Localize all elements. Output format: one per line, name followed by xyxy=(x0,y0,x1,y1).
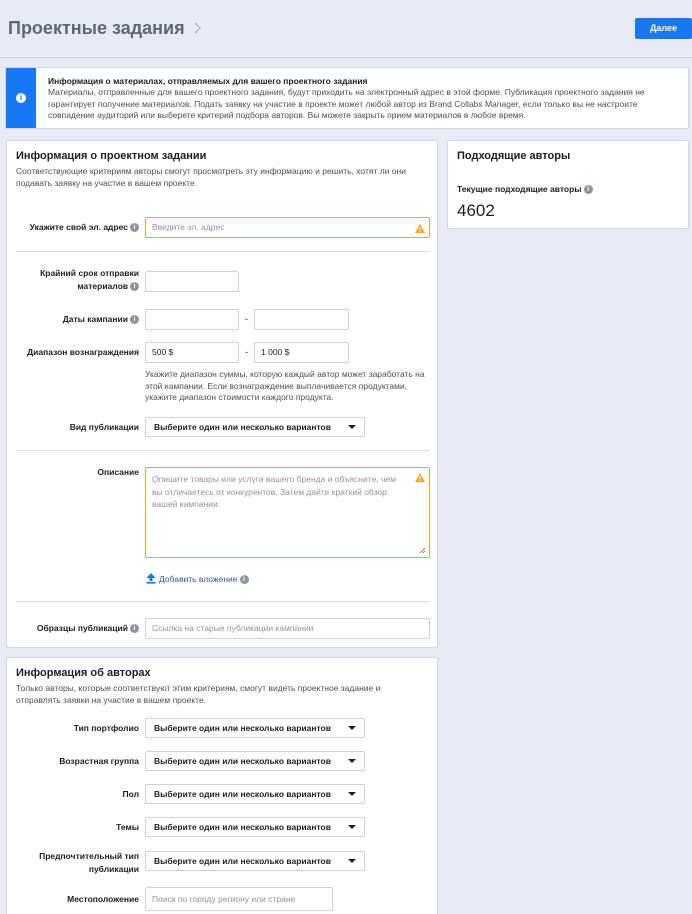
age-group-dropdown[interactable]: Выберите один или несколько вариантов xyxy=(145,751,365,771)
warning-icon xyxy=(415,224,425,233)
email-label: Укажите свой эл. адрес i xyxy=(11,221,139,234)
notice-strip xyxy=(6,68,36,128)
info-icon[interactable]: i xyxy=(240,575,249,584)
caret-down-icon xyxy=(348,825,356,829)
project-info-title: Информация о проектном задании xyxy=(16,150,207,162)
notice-text: Материалы, отправленные для вашего проектного задания, будут приходить на электронный адрес в этой форме. Публикация проектного задания не гарантирует получение материалов. Подать заявку на участие в проекте может любой автор из Brand Collabs Manager, если только вы не настроите совпадение аудиторий или выберете критерий подбора авторов. Вы можете закрыть прием материалов в любое время. xyxy=(48,87,645,120)
samples-input[interactable]: Ссылка на старые публикации кампании xyxy=(145,618,430,639)
current-matching-label: Текущие подходящие авторы i xyxy=(457,183,593,196)
deadline-label: Крайний срок отправки материалов i xyxy=(40,268,139,291)
gender-label: Пол xyxy=(122,789,139,799)
project-info-description: Соответствующие критериям авторы смогут просмотреть эту информацию и решить, хотят ли они подавать заявку на участие в вашем проекте. xyxy=(16,166,406,188)
gender-dropdown[interactable]: Выберите один или несколько вариантов xyxy=(145,784,365,804)
dates-label: Даты кампании i xyxy=(11,313,139,326)
reward-helper: Укажите диапазон суммы, которую каждый автор может заработать на этой кампании. Если вознаграждение выплачивается продуктами, укажите диапазон стоимости каждого продукта. xyxy=(145,369,425,402)
divider xyxy=(16,601,430,602)
next-button[interactable]: Далее xyxy=(635,18,692,39)
preferred-pub-type-label: Предпочтительный тип публикации xyxy=(39,851,139,874)
caret-down-icon xyxy=(348,792,356,796)
info-icon: i xyxy=(16,93,26,103)
description-label: Описание xyxy=(97,467,139,477)
deadline-input[interactable] xyxy=(145,271,239,292)
date-dash: - xyxy=(245,314,248,324)
caret-down-icon xyxy=(348,759,356,763)
info-icon[interactable]: i xyxy=(130,223,139,232)
matching-authors-title: Подходящие авторы xyxy=(457,150,571,162)
samples-label: Образцы публикаций i xyxy=(11,622,139,635)
matching-authors-card xyxy=(447,140,689,229)
notice-title: Информация о материалах, отправляемых для вашего проектного задания xyxy=(48,76,368,86)
project-info-card xyxy=(6,140,438,648)
caret-down-icon xyxy=(348,425,356,429)
upload-icon[interactable] xyxy=(146,573,156,584)
info-icon[interactable]: i xyxy=(130,624,139,633)
location-input[interactable]: Поиск по городу региону или стране xyxy=(145,887,333,911)
header xyxy=(0,0,692,58)
divider xyxy=(16,450,430,451)
page-title: Проектные задания xyxy=(8,18,185,38)
pub-type-label: Вид публикации xyxy=(69,422,139,432)
age-group-label: Возрастная группа xyxy=(59,756,139,766)
campaign-end-input[interactable] xyxy=(254,309,349,330)
location-label: Местоположение xyxy=(67,894,139,904)
email-input[interactable]: Введите эл. адрес xyxy=(145,217,430,238)
caret-down-icon xyxy=(348,859,356,863)
preferred-pub-type-dropdown[interactable]: Выберите один или несколько вариантов xyxy=(145,851,365,871)
portfolio-type-dropdown[interactable]: Выберите один или несколько вариантов xyxy=(145,718,365,738)
chevron-right-icon xyxy=(192,21,202,35)
info-icon[interactable]: i xyxy=(130,282,139,291)
pub-type-dropdown[interactable]: Выберите один или несколько вариантов xyxy=(145,417,365,437)
reward-dash: - xyxy=(245,347,248,357)
topics-label: Темы xyxy=(116,822,139,832)
add-attachment-link[interactable]: Добавить вложение i xyxy=(159,574,249,584)
warning-icon xyxy=(415,473,425,482)
authors-info-card xyxy=(6,657,438,914)
info-icon[interactable]: i xyxy=(584,185,593,194)
reward-min-input[interactable]: 500 $ xyxy=(145,342,239,363)
resize-handle-icon[interactable] xyxy=(419,547,426,554)
description-textarea[interactable]: Опишите товары или услуги вашего бренда и объясните, чем вы отличаетесь от конкурентов. Затем дайте краткий обзор вашей кампании. xyxy=(145,467,430,558)
authors-info-description: Только авторы, которые соответствуют этим критериям, смогут видеть проектное задание и отправлять заявки на участие в вашем проекте. xyxy=(16,683,381,705)
authors-info-title: Информация об авторах xyxy=(16,667,151,679)
info-icon[interactable]: i xyxy=(130,315,139,324)
portfolio-type-label: Тип портфолио xyxy=(73,723,139,733)
topics-dropdown[interactable]: Выберите один или несколько вариантов xyxy=(145,817,365,837)
matching-count: 4602 xyxy=(457,201,495,220)
campaign-start-input[interactable] xyxy=(145,309,239,330)
reward-max-input[interactable]: 1 000 $ xyxy=(254,342,349,363)
reward-label: Диапазон вознаграждения xyxy=(27,347,139,357)
caret-down-icon xyxy=(348,726,356,730)
divider xyxy=(16,251,430,252)
info-notice xyxy=(5,67,689,129)
